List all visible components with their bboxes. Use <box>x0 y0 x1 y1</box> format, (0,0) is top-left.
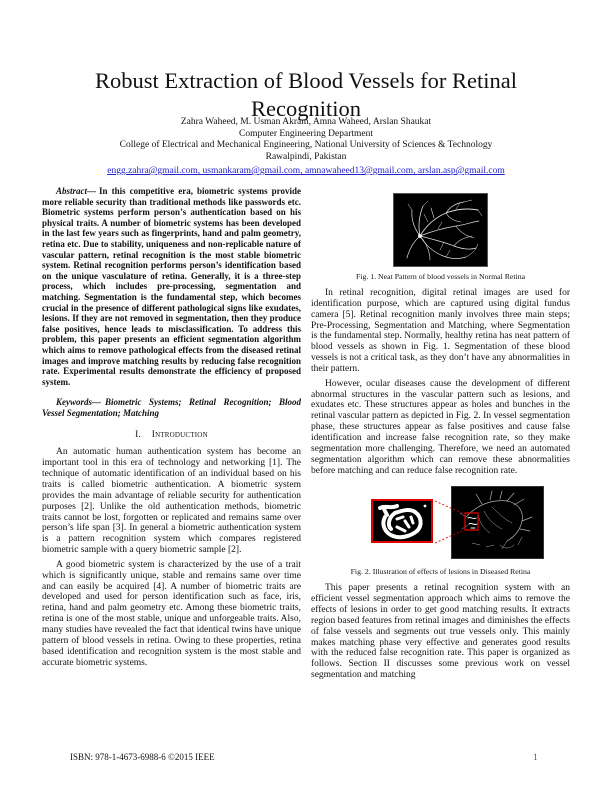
figure-1-caption: Fig. 1. Neat Pattern of blood vessels in Normal Retina <box>355 272 526 281</box>
figure-2-diseased-retina <box>311 486 570 562</box>
right-paragraph-1: In retinal recognition, digital retinal images are used for identification purpose, which are captured using digital fundus camera [5]. Retinal recognition manly involves three main steps; Pre-Processing, Segmentation and Matching, where Segmentation is the fundamental step. Normally, healthy retina has neat pattern of blood vessels as shown in Fig. 1. Segmentation of these blood vessels is not a critical task, as they don’t have any abnormalities in their pattern. <box>311 288 570 374</box>
author-institution: College of Electrical and Mechanical Engineering, National University of Sciences & Technology <box>119 140 493 151</box>
author-department: Computer Engineering Department <box>238 128 374 139</box>
author-names: Zahra Waheed, M. Usman Akram, Amna Waheed, Arslan Shaukat <box>180 117 432 127</box>
page-title: Robust Extraction of Blood Vessels for Retinal Recognition <box>94 68 518 121</box>
fig2-inset-svg <box>373 501 431 541</box>
keywords-paragraph <box>42 397 301 418</box>
right-paragraph-3: This paper presents a retinal recognition system with an efficient vessel segmentation approach which aims to remove the effects of lesions in order to get good matching results. It extracts region based features from retinal images and diminishes the effects of false vessels and segments out true vessels only. This mainly makes matching phase very effective and generates good results with the reduced false recognition rate. This paper is organized as follows. Section II discusses some previous work on vessel segmentation and matching <box>311 583 570 681</box>
fig1-vessel-svg <box>394 194 487 266</box>
abstract-paragraph <box>42 186 301 387</box>
right-paragraph-2: However, ocular diseases cause the development of different abnormal structures in the vascular pattern such as lesions, and exudates etc. These structures appear as holes and bunches in the retinal vascular pattern as depicted in Fig. 2. In vessel segmentation phase, these structures appear as false positives and cause false identification and increase false recognition rate, so they make segmentation more challenging. Therefore, we need an automated segmentation algorithm which can remove these abnormalities before matching and can reduce false recognition rate. <box>311 378 570 476</box>
left-column <box>42 186 301 742</box>
figure-1-retina-vessel-image <box>393 193 488 267</box>
section-title: Introduction <box>151 430 208 441</box>
email-link-3[interactable]: amnawaheed13@gmail.com , <box>305 166 418 176</box>
keywords-label: Keywords— <box>56 397 101 408</box>
email-line <box>26 166 586 176</box>
author-block <box>26 117 586 163</box>
abstract-text: In this competitive era, biometric systems provide more reliable security than traditional methods like passwords etc. Biometric systems perform person’s authentication based on his physical traits. A number of biometric systems has been developed in the last few years such as fingerprints, hand and palm geometry, retina etc. Due to stability, uniqueness and non-replicable nature of vascular pattern, retinal recognition is the most stable biometric system. Retinal recognition performs person’s identification based on the unique vasculature of retina. Generally, it is a three-step process, which includes pre-processing, segmentation and matching. Segmentation is the fundamental step, which becomes crucial in the presence of different pathological signs like exudates, lesions. If they are not removed in segmentation, then they produce false positives, hence leads to misclassification. To address this problem, this paper presents an efficient segmentation algorithm which aims to remove pathological effects from the diseased retinal images and improve matching results by reducing false recognition rate. Experimental results demonstrate the efficiency of proposed system. <box>42 186 301 387</box>
footer-isbn: ISBN: 978-1-4673-6988-6 ©2015 IEEE <box>70 752 215 762</box>
intro-paragraph-2: A good biometric system is characterized by the use of a trait which is significantly unique, stable and remains same over time and can easily be acquired [4]. A number of biometric traits are developed and used for person identification such as face, iris, retina, hand and palm geometry etc. Among these biometric traits, retina is one of the most stable, unique and unforgeable traits. Also, many studies have revealed the fact that identical twins have unique pattern of blood vessels in retina. Owing to these properties, retina based identification and recognition system is the most stable and accurate biometric systems. <box>42 559 301 668</box>
abstract-label: Abstract— <box>56 186 97 196</box>
section-heading-introduction <box>42 430 301 440</box>
figure-2-caption: Fig. 2. Illustration of effects of lesions in Diseased Retina <box>350 567 531 577</box>
email-link-2[interactable]: usmankaram@gmail.com , <box>203 166 305 176</box>
footer-page-number: 1 <box>533 752 538 762</box>
email-link-1[interactable]: engg.zahra@gmail.com , <box>107 166 202 176</box>
figure-2-retina-image <box>451 486 544 559</box>
two-column-body <box>42 186 570 742</box>
right-column <box>311 186 570 742</box>
intro-paragraph-1: An automatic human authentication system has become an important tool in this era of technology and networking [1]. The technique of automatic identification of an individual based on his traits is called biometric authentication. A biometric system provides the main advantage of reliable security for authentication purposes [2]. Unlike the old authentication methods, biometric traits cannot be lost, forgotten or replicated and remains same over person’s life span [3]. In general a biometric authentication system is a pattern recognition system which compares registered biometric sample with a query biometric sample [2]. <box>42 447 301 556</box>
section-number: I. <box>135 430 141 441</box>
keywords-text: Biometric Systems; Retinal Recognition; Blood Vessel Segmentation; Matching <box>42 397 301 418</box>
figure-2-lesion-zoom-inset <box>371 499 433 543</box>
fig2-main-svg <box>452 487 543 558</box>
author-location: Rawalpindi, Pakistan <box>265 151 347 162</box>
email-link-4[interactable]: arslan.asp@gmail.com <box>417 166 505 176</box>
